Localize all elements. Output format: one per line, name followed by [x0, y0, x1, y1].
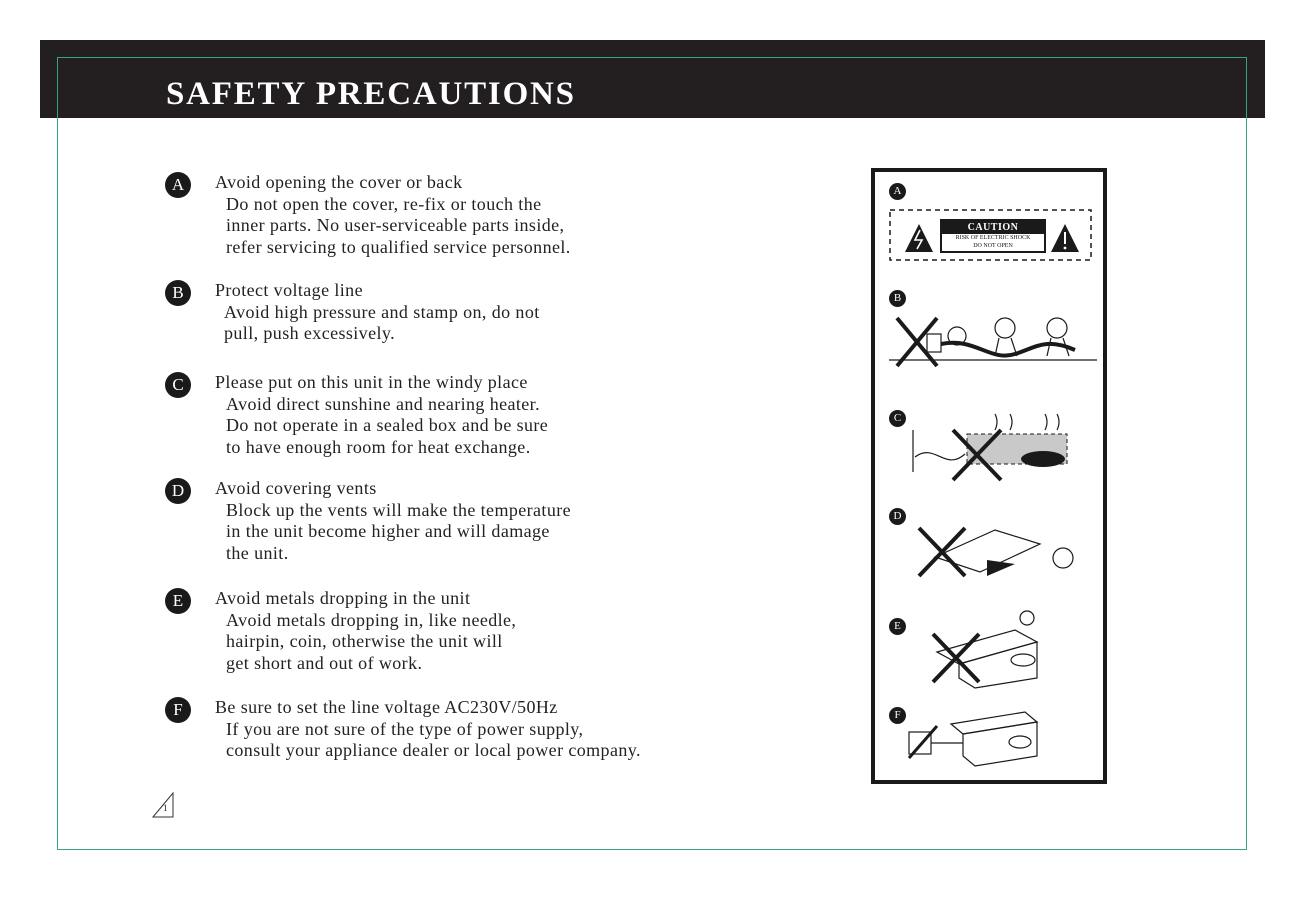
- plug-icon: [927, 334, 941, 352]
- illustration-badge-d: D: [889, 508, 906, 525]
- precaution-line: refer servicing to qualified service personnel.: [226, 236, 571, 257]
- precaution-line: consult your appliance dealer or local power company.: [226, 740, 641, 760]
- page-title: SAFETY PRECAUTIONS: [166, 76, 576, 112]
- cartoon-figure-icon: [1047, 318, 1067, 338]
- precaution-line: Do not open the cover, re-fix or touch the: [226, 193, 542, 214]
- page-number: 1: [163, 803, 168, 813]
- precaution-line: hairpin, coin, otherwise the unit will: [226, 631, 503, 651]
- illustration-drawings: [875, 172, 1103, 780]
- unit-box-icon: [951, 712, 1037, 734]
- precaution-line: Block up the vents will make the temperature: [226, 499, 572, 520]
- precaution-title-f: Be sure to set the line voltage AC230V/50Hz: [215, 697, 558, 717]
- illustration-badge-c: C: [889, 410, 906, 427]
- letter-badge-b: B: [165, 280, 191, 306]
- letter-badge-a: A: [165, 172, 191, 198]
- caution-title: CAUTION: [942, 221, 1044, 234]
- unit-box-icon: [937, 630, 1037, 664]
- caution-line-1: RISK OF ELECTRIC SHOCK: [955, 235, 1031, 241]
- lightning-warning-icon: [905, 224, 933, 252]
- precaution-body-e: [226, 610, 516, 675]
- precaution-line: pull, push excessively.: [224, 323, 396, 343]
- illustration-badge-f: F: [889, 707, 906, 724]
- cartoon-figure-icon: [995, 318, 1015, 338]
- precaution-title-c: Please put on this unit in the windy place: [215, 372, 528, 392]
- precaution-body-c: [226, 394, 548, 459]
- precaution-line: Avoid direct sunshine and nearing heater.: [226, 393, 540, 414]
- heater-icon: [1021, 451, 1065, 467]
- letter-badge-e: E: [165, 588, 191, 614]
- precaution-title-e: Avoid metals dropping in the unit: [215, 588, 471, 608]
- cross-mark-icon: [909, 726, 937, 758]
- illustration-badge-e: E: [889, 618, 906, 635]
- precaution-body-a: [226, 194, 571, 259]
- precaution-line: get short and out of work.: [226, 652, 423, 673]
- caution-label: [940, 219, 1046, 253]
- illustration-panel: [871, 168, 1107, 784]
- precaution-title-a: Avoid opening the cover or back: [215, 172, 463, 192]
- precaution-body-d: [226, 500, 571, 565]
- illustration-badge-a: A: [889, 183, 906, 200]
- cartoon-figure-icon: [1020, 611, 1034, 625]
- letter-badge-f: F: [165, 697, 191, 723]
- cartoon-figure-icon: [1053, 548, 1073, 568]
- precaution-line: in the unit become higher and will damage: [226, 521, 550, 541]
- illustration-badge-b: B: [889, 290, 906, 307]
- precaution-line: to have enough room for heat exchange.: [226, 436, 531, 457]
- precaution-line: Do not operate in a sealed box and be sure: [226, 415, 549, 435]
- precaution-line: Avoid high pressure and stamp on, do not: [224, 301, 540, 322]
- letter-badge-d: D: [165, 478, 191, 504]
- precaution-title-b: Protect voltage line: [215, 280, 363, 300]
- caution-line-2: DO NOT OPEN: [973, 243, 1013, 249]
- precaution-title-d: Avoid covering vents: [215, 478, 377, 498]
- heat-waves-icon: [995, 414, 1059, 430]
- precaution-body-f: [226, 719, 641, 762]
- precaution-line: If you are not sure of the type of power supply,: [226, 718, 584, 739]
- letter-badge-c: C: [165, 372, 191, 398]
- page-number-mark: [152, 792, 176, 818]
- precaution-line: Avoid metals dropping in, like needle,: [226, 609, 517, 630]
- precaution-line: inner parts. No user-serviceable parts inside,: [226, 215, 565, 235]
- precaution-line: the unit.: [226, 542, 289, 563]
- precaution-body-b: [224, 302, 540, 345]
